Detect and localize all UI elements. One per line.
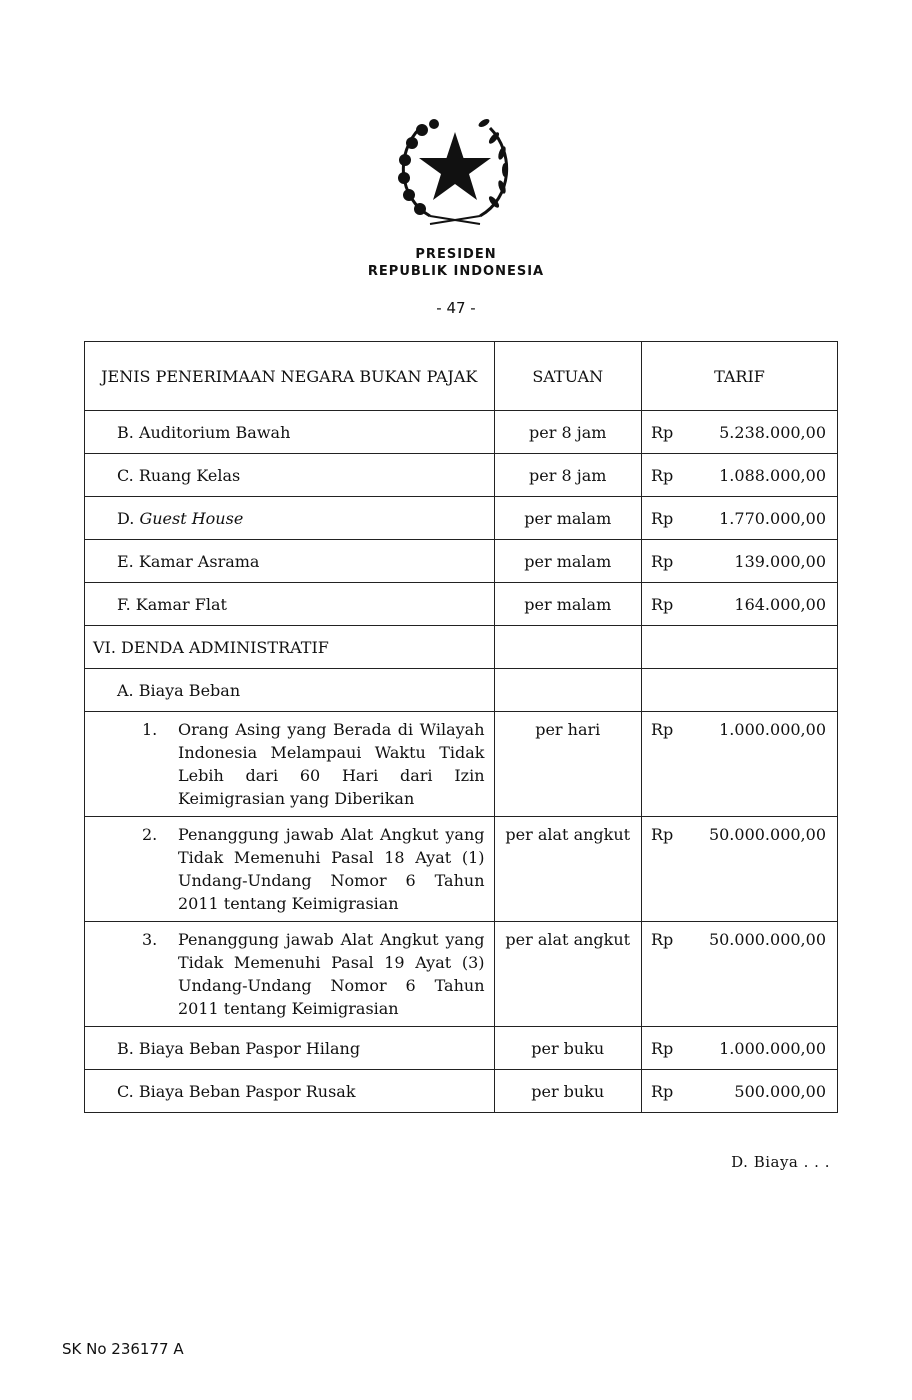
tarif-amount: 139.000,00: [734, 551, 826, 571]
row-letter: F.: [117, 594, 131, 614]
row-satuan: per malam: [494, 540, 641, 583]
column-header-satuan: SATUAN: [494, 342, 641, 411]
page-number: - 47 -: [436, 299, 476, 317]
row-satuan: per malam: [494, 497, 641, 540]
item-number: 1.: [142, 720, 158, 739]
document-code: SK No 236177 A: [62, 1340, 184, 1358]
row-label-text: Kamar Asrama: [138, 551, 260, 571]
column-header-tarif: TARIF: [641, 342, 837, 411]
continuation-text: D. Biaya . . .: [731, 1153, 830, 1171]
row-letter: E.: [117, 551, 134, 571]
tarif-amount: 50.000.000,00: [708, 930, 826, 949]
row-label: [85, 411, 495, 454]
header-republik: REPUBLIK INDONESIA: [367, 264, 545, 279]
row-label-text: Ruang Kelas: [138, 465, 241, 485]
row-satuan: per 8 jam: [494, 454, 641, 497]
row-letter: D.: [117, 508, 135, 528]
row-satuan: per hari: [494, 712, 641, 817]
item-number: 3.: [142, 930, 158, 949]
row-satuan: per buku: [494, 1070, 641, 1113]
currency-label: Rp: [650, 508, 674, 528]
row-tarif: [641, 583, 837, 626]
row-label: [85, 540, 495, 583]
header-presiden: PRESIDEN: [415, 247, 497, 262]
empty-cell: [494, 626, 641, 669]
table-row: [85, 712, 838, 817]
currency-label: Rp: [650, 465, 674, 485]
currency-label: Rp: [650, 930, 674, 949]
table-row: [85, 1070, 838, 1113]
subsection-row: [85, 669, 838, 712]
table-row: [85, 540, 838, 583]
tarif-amount: 1.000.000,00: [719, 1038, 826, 1058]
row-label: C. Biaya Beban Paspor Rusak: [85, 1070, 495, 1113]
row-satuan: per buku: [494, 1027, 641, 1070]
tarif-amount: 164.000,00: [734, 594, 826, 614]
section-title: VI. DENDA ADMINISTRATIF: [85, 626, 495, 669]
table-row: [85, 583, 838, 626]
currency-label: Rp: [650, 825, 674, 844]
currency-label: Rp: [650, 720, 674, 739]
row-label-text: Auditorium Bawah: [138, 422, 291, 442]
row-letter: B.: [117, 422, 134, 442]
row-tarif: [641, 712, 837, 817]
tariff-table: [84, 341, 838, 1113]
row-label-text: Kamar Flat: [135, 594, 227, 614]
row-satuan: per 8 jam: [494, 411, 641, 454]
row-tarif: [641, 411, 837, 454]
item-cell: [85, 817, 495, 922]
item-cell: [85, 922, 495, 1027]
empty-cell: [641, 669, 837, 712]
item-number: 2.: [142, 825, 158, 844]
tarif-amount: 5.238.000,00: [719, 422, 826, 442]
row-satuan: per alat angkut: [494, 817, 641, 922]
tarif-amount: 50.000.000,00: [708, 825, 826, 844]
table-row: [85, 1027, 838, 1070]
item-cell: [85, 712, 495, 817]
tarif-amount: 1.000.000,00: [719, 720, 826, 739]
table-row: [85, 922, 838, 1027]
currency-label: Rp: [650, 551, 674, 571]
row-tarif: [641, 497, 837, 540]
row-letter: C.: [117, 465, 134, 485]
item-text: Orang Asing yang Berada di Wilayah Indonesia Melampaui Waktu Tidak Lebih dari 60 Hari dari Izin Keimigrasian yang Diberikan: [178, 720, 485, 808]
section-row: [85, 626, 838, 669]
row-tarif: [641, 817, 837, 922]
item-text: Penanggung jawab Alat Angkut yang Tidak Memenuhi Pasal 18 Ayat (1) Undang-Undang Nomor 6 Tahun 2011 tentang Keimigrasian: [178, 825, 485, 913]
row-satuan: per malam: [494, 583, 641, 626]
table-row: [85, 454, 838, 497]
currency-label: Rp: [650, 594, 674, 614]
row-tarif: [641, 1070, 837, 1113]
row-label: B. Biaya Beban Paspor Hilang: [85, 1027, 495, 1070]
row-tarif: [641, 1027, 837, 1070]
item-text: Penanggung jawab Alat Angkut yang Tidak Memenuhi Pasal 19 Ayat (3) Undang-Undang Nomor 6 Tahun 2011 tentang Keimigrasian: [178, 930, 485, 1018]
currency-label: Rp: [650, 422, 674, 442]
subsection-title: A. Biaya Beban: [85, 669, 495, 712]
table-row: [85, 411, 838, 454]
row-satuan: per alat angkut: [494, 922, 641, 1027]
table-header-row: [85, 342, 838, 411]
row-tarif: [641, 922, 837, 1027]
tarif-amount: 1.088.000,00: [719, 465, 826, 485]
tarif-amount: 1.770.000,00: [719, 508, 826, 528]
table-row: [85, 497, 838, 540]
empty-cell: [494, 669, 641, 712]
row-label: [85, 583, 495, 626]
currency-label: Rp: [650, 1081, 674, 1101]
row-tarif: [641, 454, 837, 497]
table-row: [85, 817, 838, 922]
currency-label: Rp: [650, 1038, 674, 1058]
row-label: [85, 454, 495, 497]
column-header-jenis: JENIS PENERIMAAN NEGARA BUKAN PAJAK: [85, 342, 495, 411]
empty-cell: [641, 626, 837, 669]
tarif-amount: 500.000,00: [734, 1081, 826, 1101]
row-label-text: Guest House: [139, 508, 244, 528]
row-label: [85, 497, 495, 540]
garuda-star-emblem-icon: [390, 108, 520, 230]
row-tarif: [641, 540, 837, 583]
